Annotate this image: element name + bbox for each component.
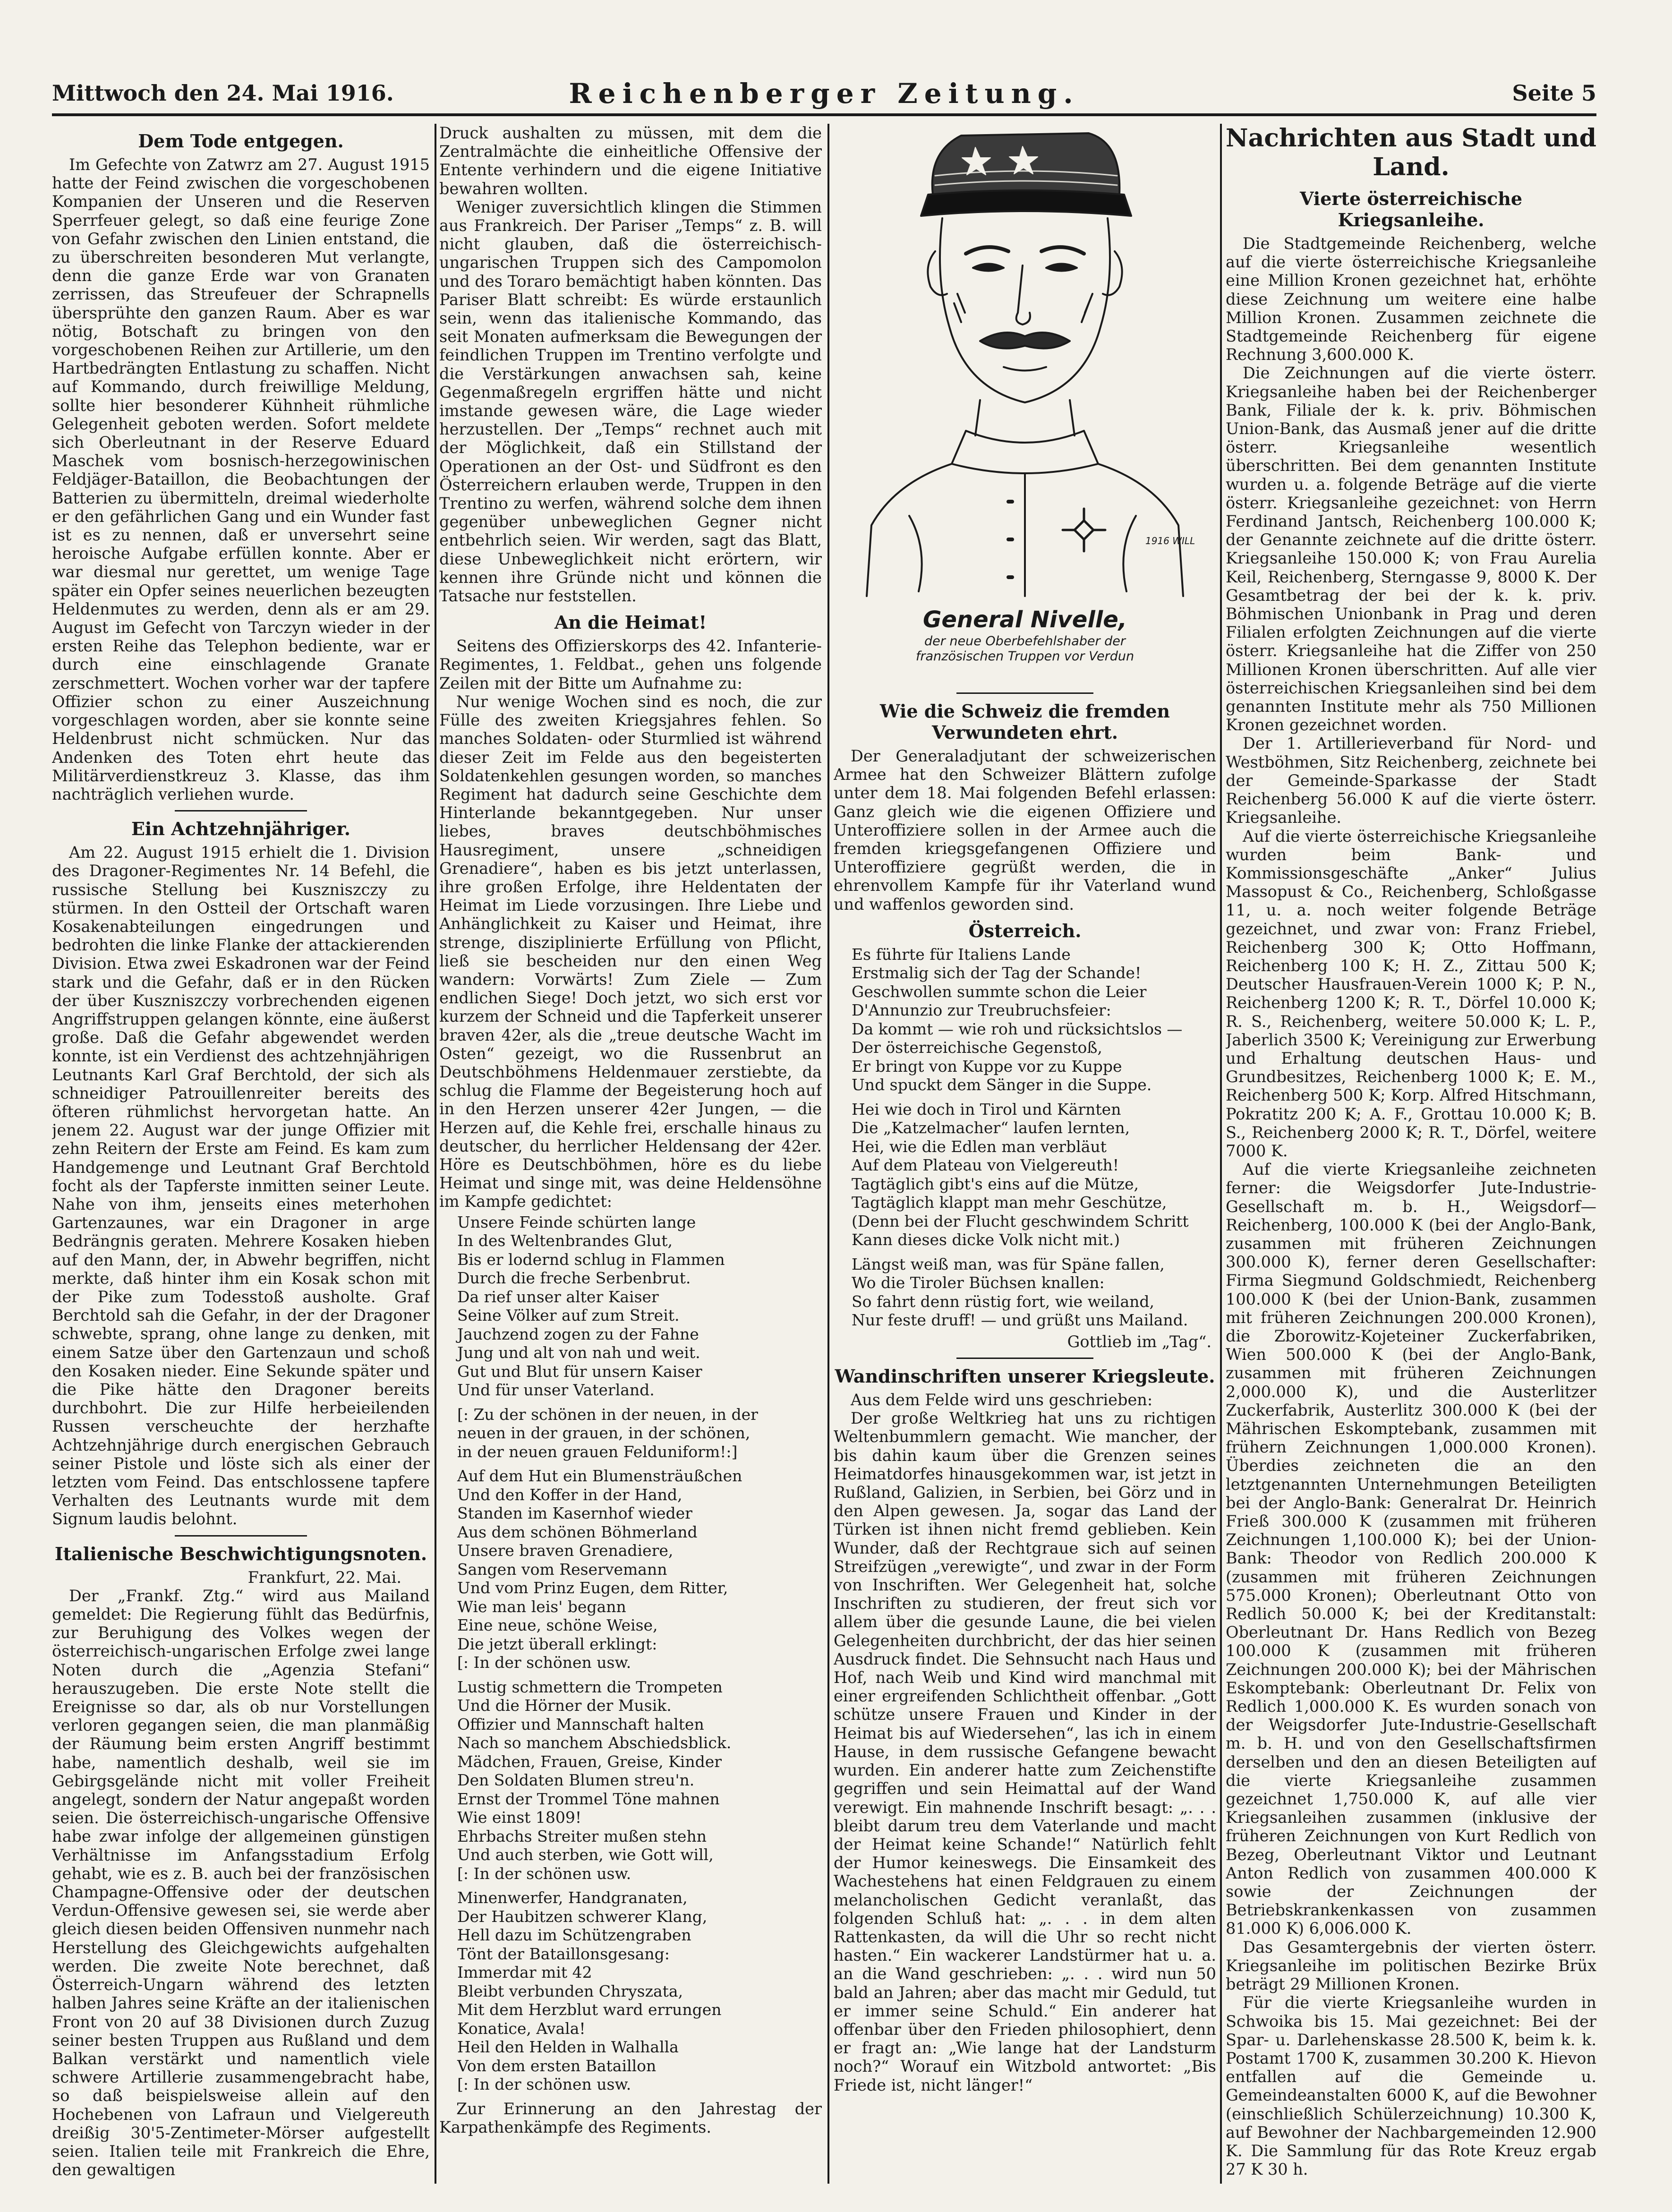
- article-heading: Italienische Beschwichtigungsnoten.: [54, 1543, 427, 1564]
- poem-stanza: Unsere Feinde schürten lange In des Weltenbrandes Glut, Bis er lodernd schlug in Flammen Durch die freche Serbenbrut. Da rief unser alter Kaiser Seine Völker auf zum Streit. Jauchzend zogen zu der Fahne Jung und alt von nah und weit. Gut und Blut für unsern Kaiser Und für unser Vaterland.: [457, 1213, 725, 1400]
- poem-author: Gottlieb im „Tag“.: [1067, 1332, 1211, 1351]
- article-separator: [175, 1535, 307, 1537]
- article-separator: [956, 692, 1093, 694]
- issue-date: Mittwoch den 24. Mai 1916.: [52, 80, 394, 106]
- article-paragraph: Seitens des Offizierskorps des 42. Infanterie-Regimentes, 1. Feldbat., gehen uns folgende Zeilen mit der Bitte um Aufnahme zu:: [439, 637, 822, 692]
- column-rule: [827, 124, 829, 2184]
- column-4: [1226, 124, 1596, 2186]
- article-paragraph: Der Generaladjutant der schweizerischen Armee hat den Schweizer Blättern zufolge unter dem 18. Mai folgenden Befehl erlassen: Ganz gleich wie die eigenen Offiziere und Unteroffiziere sollen in der Armee auch die fremden kriegsgefangenen Offiziere und Unteroffiziere gegrüßt werden, die in ehrenvollem Kampfe für ihr Vaterland wund und waffenlos geworden sind.: [834, 747, 1216, 914]
- article-paragraph: Das Gesamtergebnis der vierten österr. Kriegsanleihe im politischen Bezirke Brüx beträgt 29 Millionen Kronen.: [1226, 1938, 1596, 1994]
- article-paragraph: Am 22. August 1915 erhielt die 1. Division des Dragoner-Regimentes Nr. 14 Befehl, die russische Stellung bei Kuszniszczy zu stürmen. In den Ostteil der Ortschaft waren Kosakenabteilungen eingedrungen und bedrohten die linke Flanke der attackierenden Division. Etwa zwei Eskadronen war der Feind stark und die Gefahr, daß er in den Rücken der über Kuszniszczy vorbrechenden eigenen Angriffstruppen gelangen könnte, eine äußerst große. Daß die Gefahr abgewendet werden konnte, ist ein Verdienst des achtzehnjährigen Leutnants Karl Graf Berchtold, der sich als schneidiger Patrouillenreiter bereits des öfteren rühmlichst hervorgetan hatte. An jenem 22. August war der junge Offizier mit zehn Reitern der Erste am Feind. Es kam zum Handgemenge und Leutnant Graf Berchtold focht als der Tapferste inmitten seiner Leute. Nahe von ihm, jenseits eines meterhohen Gartenzaunes, war ein Dragoner in arge Bedrängnis geraten. Mehrere Kosaken hieben auf den Mann, der, in Abwehr begriffen, nicht merkte, daß hinter ihm ein Kosak schon mit der Pike zum Todesstoß ausholte. Graf Berchtold sah die Gefahr, in der der Dragoner schwebte, sprang, ohne lange zu denken, mit einem Satze über den Gartenzaun und schoß den Kosaken nieder. Eine Sekunde später und die Pike hätte den Dragoner bereits durchbohrt. Die zur Hilfe herbeieilenden Russen verscheuchte der herzhafte Achtzehnjährige durch energischen Gebrauch seiner Pistole und löste sich als einer der letzten vom Feind. Das entschlossene tapfere Verhalten des Leutnants wurde mit dem Signum laudis belohnt.: [52, 843, 430, 1529]
- portrait-caption-name: General Nivelle,: [922, 606, 1127, 633]
- masthead-rule: [52, 113, 1596, 116]
- page-number: Seite 5: [1512, 80, 1596, 106]
- article-paragraph: Der große Weltkrieg hat uns zu richtigen Weltenbummlern gemacht. Wie mancher, der bis dahin kaum über die Grenzen seines Heimatdorfes hinausgekommen war, ist jetzt in Rußland, Galizien, in Serbien, bei Görz und in den Alpen gewesen. Ja, sogar das Land der Türken ist ihnen nicht fremd geblieben. Kein Wunder, daß der Rechtgraue sich auf seinen Streifzügen „verewigte“, und zwar in der Form von Inschriften. Wer Gelegenheit hat, solche Inschriften zu studieren, der freut sich vor allem über die gesunde Laune, die bei vielen Gelegenheiten durchbricht, der das hier seinen Ausdruck findet. Die Sehnsucht nach Haus und Hof, nach Weib und Kind wird manchmal mit einer ergreifenden Schlichtheit offenbar. „Gott schütze unsere Frauen und Kinder in der Heimat bis auf Wiedersehen“, las ich in einem Hause, in dem russische Gefangene bewacht wurden. Ein anderer hatte zum Zeichenstifte gegriffen und sein Heimattal auf der Wand verewigt. Ein mahnende Inschrift besagt: „. . . bleibt darum treu dem Vaterlande und macht der Heimat keine Schande!“ Natürlich fehlt der Humor keineswegs. Die Einsamkeit des Wachestehens hat einen Feldgrauen zu einem melancholischen Gedicht veranlaßt, das folgenden Schluß hat: „. . . in dem alten Rattenkasten, da will die Uhr so recht nicht hasten.“ Ein wackerer Landstürmer hat u. a. an die Wand geschrieben: „. . . wird nun 50 bald an Jahren; aber das macht mir Geduld, tut er immer seine Schuld.“ Ein anderer hat offenbar über den Frieden philosophiert, denn er fragt an: „Wie lange hat der Landsturm noch?“ Worauf ein Witzbold antwortet: „Bis Friede ist, nicht länger!“: [834, 1409, 1216, 2094]
- article-paragraph: Auf die vierte Kriegsanleihe zeichneten ferner: die Weigsdorfer Jute-Industrie-Gesellschaft m. b. H., Weigsdorf—Reichenberg, 100.000 K (bei der Anglo-Bank, zusammen mit früheren Zeichnungen 300.000 K), ferner deren Gesellschafter: Firma Siegmund Goldschmiedt, Reichenberg 100.000 K (bei der Union-Bank, zusammen mit früheren Zeichnungen 200.000 Kronen), die Zborowitz-Kojeteiner Zuckerfabriken, Wien 500.000 K (bei der Anglo-Bank, zusammen mit früheren Zeichnungen 2,000.000 K), und die Austerlitzer Zuckerfabrik, Austerlitz 300.000 K (bei der Mährischen Eskomptebank, zusammen mit frühern Zeichnungen 1,000.000 Kronen). Überdies zeichneten die an den letztgenannten Unternehmungen Beteiligten bei der Anglo-Bank: Generalrat Dr. Heinrich Frieß 300.000 K (zusammen mit früheren Zeichnungen 1,100.000 K); bei der Union-Bank: Theodor von Redlich 200.000 K (zusammen mit früheren Zeichnungen 575.000 Kronen); Oberleutnant Otto von Redlich 50.000 K; bei der Kreditanstalt: Oberleutnant Dr. Hans Redlich von Bezeg 100.000 K (zusammen mit früheren Zeichnungen 200.000 K); bei der Mährischen Eskomptebank: Oberleutnant Dr. Felix von Redlich 1,000.000 K. Es wurden sonach von der Weigsdorfer Jute-Industrie-Gesellschaft m. b. H. und von den Gesellschaftsfirmen derselben und den an diesen Beteiligten auf die vierte Kriegsanleihe zusammen gezeichnet 1,750.000 K, auf alle vier Kriegsanleihen zusammen (inklusive der früheren Zeichnungen von Kurt Redlich von Bezeg, Oberleutnant Viktor und Leutnant Anton Redlich von zusammen 400.000 K sowie der Zeichnungen der Betriebskrankenkassen von zusammen 81.000 K) 6,006.000 K.: [1226, 1160, 1596, 1938]
- poem-stanza: Minenwerfer, Handgranaten, Der Haubitzen schwerer Klang, Hell dazu im Schützengraben Tönt der Bataillonsgesang: Immerdar mit 42 Bleibt verbunden Chryszata, Mit dem Herzblut ward errungen Konatice, Avala! Heil den Helden in Walhalla Von dem ersten Bataillon [: In der schönen usw.: [457, 1888, 722, 2094]
- masthead: [52, 76, 1596, 113]
- poem-stanza: Längst weiß man, was für Späne fallen, Wo die Tiroler Büchsen knallen: So fahrt denn rüstig fort, wie weiland, Nur feste druff! — und grüßt uns Mailand.: [852, 1255, 1188, 1330]
- portrait-caption-subtitle: der neue Oberbefehlshaber der französischen Truppen vor Verdun: [915, 634, 1135, 664]
- poem-stanza: Lustig schmettern die Trompeten Und die Hörner der Musik. Offizier und Mannschaft halten Nach so manchem Abschiedsblick. Mädchen, Frauen, Greise, Kinder Den Soldaten Blumen streu'n. Ernst der Trommel Töne mahnen Wie einst 1809! Ehrbachs Streiter mußen stehn Und auch sterben, wie Gott will, [: In der schönen usw.: [457, 1677, 732, 1883]
- article-paragraph: Die Stadtgemeinde Reichenberg, welche auf die vierte österreichische Kriegsanleihe eine Million Kronen gezeichnet hat, erhöhte diese Zeichnung um weitere eine halbe Million Kronen. Zusammen zeichnete die Stadtgemeinde Reichenberg für eigene Rechnung 3,600.000 K.: [1226, 234, 1596, 364]
- article-paragraph: Weniger zuversichtlich klingen die Stimmen aus Frankreich. Der Pariser „Temps“ z. B. will nicht glauben, daß die österreichisch-ungarischen Truppen sich des Campomolon und des Toraro bemächtigt haben könnten. Das Pariser Blatt schreibt: Es würde erstaunlich sein, wenn das italienische Kommando, das seit Monaten aufmerksam die Bewegungen der feindlichen Truppen im Trentino verfolgte und die Verstärkungen anwachsen sah, keine Gegenmaßregeln ergriffen hätte und nicht imstande gewesen wäre, die Lage wieder herzustellen. Der „Temps“ rechnet auch mit der Möglichkeit, daß ein Stillstand der Operationen an der Ost- und Südfront es den Österreichern erlauben werde, Truppen in den Trentino zu werfen, während solche dem ihnen gegenüber unbeweglichen Gegner nicht entbehrlich seien. Wir werden, sagt das Blatt, diese Unbeweglichkeit nicht erörtern, wir kennen ihre Gründe nicht und können die Tatsache nur feststellen.: [439, 197, 822, 606]
- column-3: [834, 124, 1216, 2186]
- article-separator: [175, 810, 307, 811]
- article-paragraph: Der „Frankf. Ztg.“ wird aus Mailand gemeldet: Die Regierung fühlt das Bedürfnis, zur Beruhigung des Volkes wegen der österreichisch-ungarischen Erfolge zwei lange Noten durch die „Agenzia Stefani“ herauszugeben. Die erste Note stellt die Ereignisse so dar, als ob nur Vorstellungen verloren gegangen seien, die man planmäßig der Räumung beim ersten Angriff bestimmt habe, namentlich deshalb, weil sie im Gebirgsgelände nicht mit voller Freiheit angelegt, sondern der Natur angepaßt worden seien. Die österreichisch-ungarische Offensive habe zwar infolge der allgemeinen günstigen Verhältnisse im Anfangsstadium Erfolg gehabt, wie es z. B. auch bei der französischen Champagne-Offensive oder der deutschen Verdun-Offensive gewesen sei, sie werde aber gleich diesen beiden Offensiven nunmehr nach Herstellung des Gleichgewichts aufgehalten werden. Die zweite Note berechnet, daß Österreich-Ungarn während des letzten halben Jahres seine Kräfte an der italienischen Front von 20 auf 38 Divisionen durch Zuzug seiner besten Truppen aus Rußland und dem Balkan verstärkt und namentlich viele schwere Artillerie zusammengebracht habe, so daß beispielsweise allein auf den Hochebenen von Lafraun und Vielgereuth dreißig 30'5-Zentimeter-Mörser aufgestellt seien. Italien teile mit Frankreich die Ehre, den gewaltigen: [52, 1586, 430, 2179]
- article-heading: Vierte österreichische Kriegsanleihe.: [1299, 188, 1523, 231]
- column-rule: [1220, 124, 1222, 2184]
- general-portrait-drawing: [853, 124, 1197, 601]
- article-heading: Dem Tode entgegen.: [138, 130, 344, 152]
- column-1: [52, 124, 430, 2186]
- article-paragraph: Druck aushalten zu müssen, mit dem die Zentralmächte die einheitliche Offensive der Entente verhindern und die eigene Initiative bewahren wollten.: [439, 124, 822, 198]
- article-heading: Wandinschriften unserer Kriegsleute.: [835, 1366, 1215, 1387]
- section-heading: Nachrichten aus Stadt und Land.: [1226, 124, 1596, 181]
- poem-stanza: Es führte für Italiens Lande Erstmalig sich der Tag der Schande! Geschwollen summte schon die Leier D'Annunzio zur Treubruchsfeier: Da kommt — wie roh und rücksichtslos — Der österreichische Gegenstoß, Er bringt von Kuppe vor zu Kuppe Und spuckt dem Sänger in die Suppe.: [852, 945, 1183, 1094]
- article-paragraph: Zur Erinnerung an den Jahrestag der Karpathenkämpfe des Regiments.: [439, 2099, 822, 2136]
- article-paragraph: Für die vierte Kriegsanleihe wurden in Schwoika bis 15. Mai gezeichnet: Bei der Spar- u. Darlehenskasse 28.500 K, beim k. k. Postamt 1700 K, zusammen 30.200 K. Hievon entfallen auf die Gemeinde u. Gemeindeanstalten 6000 K, auf die Bewohner (einschließlich Schülerzeichnung) 10.300 K, auf Bewohner der Nachbargemeinden 12.900 K. Die Sammlung für das Rote Kreuz ergab 27 K 30 h.: [1226, 1993, 1596, 2179]
- newspaper-title: Reichenberger Zeitung.: [569, 77, 1080, 110]
- artist-signature: 1916 WILL: [1145, 535, 1195, 547]
- poem-stanza: Hei wie doch in Tirol und Kärnten Die „Katzelmacher“ laufen lernten, Hei, wie die Edlen man verbläut Auf dem Plateau von Vielgereuth! Tagtäglich gibt's eins auf die Mütze, Tagtäglich klappt man mehr Geschütze, (Denn bei der Flucht geschwindem Schritt Kann dieses dicke Volk nicht mit.): [852, 1100, 1189, 1249]
- portrait-illustration: [834, 124, 1216, 686]
- article-heading: An die Heimat!: [554, 612, 707, 633]
- article-paragraph: Aus dem Felde wird uns geschrieben:: [851, 1391, 1153, 1409]
- article-heading: Österreich.: [968, 920, 1082, 941]
- article-heading: Wie die Schweiz die fremden Verwundeten ehrt.: [879, 700, 1170, 743]
- article-heading: Ein Achtzehnjähriger.: [131, 818, 351, 840]
- poem-stanza: Auf dem Hut ein Blumensträußchen Und den Koffer in der Hand, Standen im Kasernhof wieder Aus dem schönen Böhmerland Unsere braven Grenadiere, Sangen vom Reservemann Und vom Prinz Eugen, dem Ritter, Wie man leis' begann Eine neue, schöne Weise, Die jetzt überall erklingt: [: In der schönen usw.: [457, 1467, 742, 1672]
- column-rule: [435, 124, 436, 2184]
- article-paragraph: Der 1. Artillerieverband für Nord- und Westböhmen, Sitz Reichenberg, zeichnete bei der Gemeinde-Sparkasse der Stadt Reichenberg 56.000 K auf die vierte österr. Kriegsanleihe.: [1226, 734, 1596, 827]
- article-paragraph: Auf die vierte österreichische Kriegsanleihe wurden beim Bank- und Kommissionsgeschäfte „Anker“ Julius Massopust & Co., Reichenberg, Schloßgasse 11, u. a. noch weiter folgende Beträge gezeichnet, und zwar von: Franz Friebel, Reichenberg 300 K; Otto Hoffmann, Reichenberg 100 K; H. Z., Zittau 500 K; Deutscher Hausfrauen-Verein 1000 K; P. N., Reichenberg 1200 K; R. T., Dörfel 10.000 K; R. S., Reichenberg, weitere 50.000 K; L. P., Jaberlich 3500 K; Vereinigung zur Erwerbung und Erhaltung deutschen Haus- und Grundbesitzes, Reichenberg 1000 K; E. M., Reichenberg 500 K; Korp. Alfred Hitschmann, Pokratitz 200 K; A. F., Grottau 10.000 K; B. S., Reichenberg 2000 K; R. T., Dörfel, weitere 7000 K.: [1226, 827, 1596, 1160]
- article-separator: [956, 1358, 1093, 1359]
- poem-refrain: [: Zu der schönen in der neuen, in der neuen in der grauen, in der schönen, in der neuen grauen Felduniform!:]: [457, 1405, 758, 1461]
- article-paragraph: Im Gefechte von Zatwrz am 27. August 1915 hatte der Feind zwischen die vorgeschobenen Kompanien der Unseren und die Reserven Sperrfeuer gelegt, so daß eine feurige Zone von Gefahr zwischen den Linien entstand, die zu überschreiten besonderen Mut verlangte, denn die ganze Erde war von Granaten zerrissen, das Streufeuer der Schrapnells übersprühte den ganzen Raum. Aber es war nötig, Botschaft zu bringen von den vorgeschobenen Reihen zur Artillerie, um den Hartbedrängten Entlastung zu schaffen. Nicht auf Kommando, durch freiwillige Meldung, sollte hier besonderer Kühnheit rühmliche Gelegenheit geboten werden. Sofort meldete sich Oberleutnant in der Reserve Eduard Maschek vom bosnisch-herzegowinischen Feldjäger-Bataillon, die Beobachtungen der Batterien zu übermitteln, dreimal wiederholte er den gefährlichen Gang und ein Wunder fast ist es zu nennen, daß er unversehrt seine heroische Aufgabe erfüllen konnte. Aber er war diesmal nur gerettet, um wenige Tage später ein Opfer seines neuerlichen bezeugten Heldenmutes zu werden, denn als er am 29. August im Gefecht von Tarczyn wieder in der ersten Reihe das Telephon bediente, war er durch eine einschlagende Granate zerschmettert. Wochen vorher war der tapfere Offizier schon zu einer Auszeichnung vorgeschlagen worden, aber sie konnte seine Heldenbrust nicht schmücken. Nur das Andenken des Toten ehrt heute das Militärverdienstkreuz 3. Klasse, das ihm nachträglich verliehen wurde.: [52, 155, 430, 803]
- article-paragraph: Nur wenige Wochen sind es noch, die zur Fülle des zweiten Kriegsjahres fehlen. So manches Soldaten- oder Sturmlied ist während dieser Zeit im Felde aus den begeisterten Soldatenkehlen gesungen worden, so manches Regiment hat dadurch seine Geschichte dem Hinterlande bekanntgegeben. Nur unser liebes, braves deutschböhmisches Hausregiment, unsere „schneidigen Grenadiere“, haben es bis jetzt unterlassen, ihre großen Erfolge, ihre Heldentaten der Heimat im Liede vorzusingen. Ihre Liebe und Anhänglichkeit zu Kaiser und Heimat, ihre strenge, disziplinierte Erfüllung von Pflicht, ließ sie bescheiden nur den einen Weg wandern: Vorwärts! Zum Ziele — Zum endlichen Siege! Doch jetzt, wo sich erst vor kurzem der Schneid und die Tapferkeit unserer braven 42er, als die „treue deutsche Wacht im Osten“ gezeigt, wo die Russenbrut an Deutschböhmens Heldenmauer zerstiebte, da schlug die Flamme der Begeisterung hoch auf in den Herzen unserer 42er Jungen, — die Herzen auf, die Kehle frei, erschalle hinaus zu deutscher, du herrlicher Heldensang der 42er. Höre es Deutschböhmen, höre es du liebe Heimat und singe mit, was deine Heldensöhne im Kampfe gedichtet:: [439, 692, 822, 1211]
- dateline: Frankfurt, 22. Mai.: [247, 1568, 401, 1587]
- article-paragraph: Die Zeichnungen auf die vierte österr. Kriegsanleihe haben bei der Reichenberger Bank, Filiale der k. k. priv. Böhmischen Union-Bank, das Ausmaß jener auf die dritte österr. Kriegsanleihe wesentlich überschritten. Bei dem genannten Institute wurden u. a. folgende Beträge auf die vierte österr. Kriegsanleihe gezeichnet: von Herrn Ferdinand Jantsch, Reichenberg 100.000 K; der Genannte zeichnete auf die dritte österr. Kriegsanleihe 150.000 K; von Frau Aurelia Keil, Reichenberg, Sterngasse 9, 8000 K. Der Gesamtbetrag der bei der k. k. priv. Böhmischen Unionbank in Prag und deren Filialen erfolgten Zeichnungen auf die vierte österr. Kriegsanleihe hat die Ziffer von 250 Millionen Kronen überschritten. Auf alle vier österreichischen Kriegsanleihen sind bei dem genannten Institute mehr als 750 Millionen Kronen gezeichnet worden.: [1226, 364, 1596, 734]
- column-2: [439, 124, 822, 2186]
